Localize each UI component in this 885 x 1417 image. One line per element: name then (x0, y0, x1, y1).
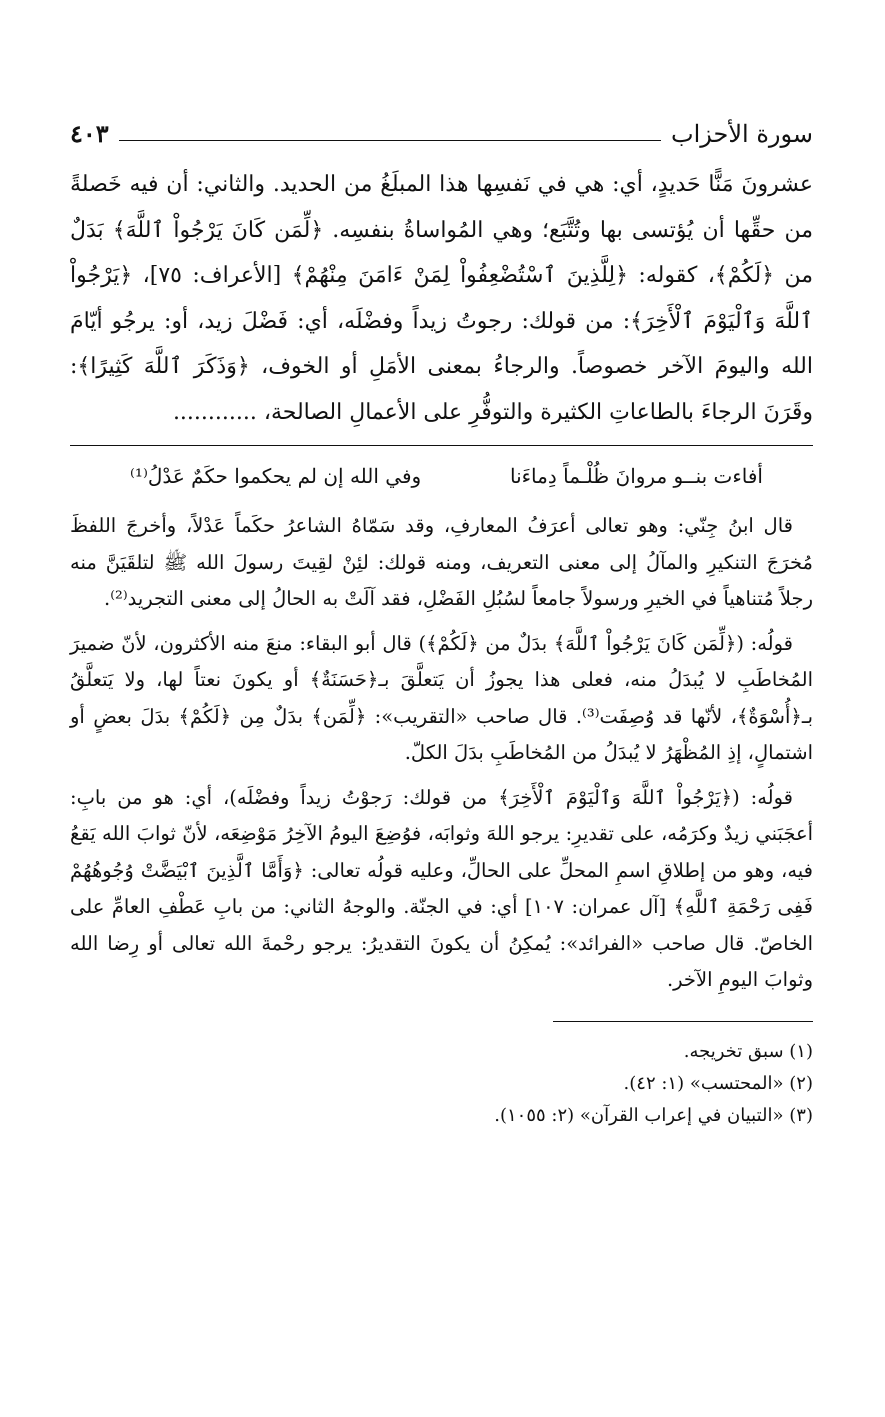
commentary-paragraph: قولُه: (﴿لِّمَن كَانَ يَرْجُواْ ٱللَّهَ﴾ بدَلٌ من ﴿لَكُمْ﴾) قال أبو البقاء: منعَ منه الأكثرون، لأنّ ضميرَ المُخاطَبِ لا يُبدَلُ منه، فعلى هذا يجوزُ أن يَتعلَّقَ بـ﴿حَسَنَةٌ﴾ أو يكونَ نعتاً لها، ولا يَتعلَّقُ بـ﴿أُسْوَةٌ﴾، لأنّها قد وُصِفَت⁽³⁾. قال صاحب «التقريب»: ﴿لِّمَن﴾ بدَلٌ مِن ﴿لَكُمْ﴾ بدَلَ بعضٍ أو اشتمالٍ، إذِ المُظْهَرُ لا يُبدَلُ من المُخاطَبِ بدَلَ الكلّ. (70, 631, 813, 764)
poetry-verse (70, 458, 813, 494)
main-paragraph: عشرونَ مَنًّا حَديدٍ، أي: هي في نَفسِها هذا المبلَغُ من الحديد. والثاني: أن فيه خَصلةً من حقِّها أن يُؤتسى بها وتُتَّبَع؛ وهي المُواساةُ بنفسِه. ﴿لِّمَن كَانَ يَرْجُواْ ٱللَّهَ﴾ بَدَلٌ من ﴿لَكُمْ﴾، كقوله: ﴿لِلَّذِينَ ٱسْتُضْعِفُواْ لِمَنْ ءَامَنَ مِنْهُمْ﴾ [الأعراف: ٧٥]، ﴿يَرْجُواْ ٱللَّهَ وَٱلْيَوْمَ ٱلْأَخِرَ﴾: من قولك: رجوتُ زيداً وفضْلَه، أي: فَضْلَ زيد، أو: يرجُو أيّامَ الله واليومَ الآخر خصوصاً. والرجاءُ بمعنى الأمَلِ أو الخوف، ﴿وَذَكَرَ ٱللَّهَ كَثِيرًا﴾: وقَرَنَ الرجاءَ بالطاعاتِ الكثيرة والتوفُّرِ على الأعمالِ الصالحة، ............ (70, 172, 814, 425)
page-number: ٤٠٣ (70, 119, 109, 148)
footnote-rule (553, 1021, 813, 1022)
verse-second-hemistich: وفي الله إن لم يحكموا حكَمٌ عَدْلُ⁽¹⁾ (130, 464, 422, 488)
footnotes (70, 1036, 813, 1132)
footnote: (٣) «التبيان في إعراب القرآن» (٢: ١٠٥٥). (494, 1104, 813, 1126)
verse-first-hemistich: أفاءت بنــو مروانَ ظُلْـماً دِماءَنا (509, 464, 763, 488)
footnote: (١) سبق تخريجه. (683, 1040, 813, 1062)
commentary-block (70, 508, 813, 999)
header-rule (119, 140, 661, 141)
commentary-paragraph: قال ابنُ جِنّي: وهو تعالى أعرَفُ المعارفِ، وقد سَمّاهُ الشاعرُ حكَماً عَدْلاً، وأخرجَ اللفظَ مُخرَجَ التنكيرِ والمآلُ إلى معنى التعريف، ومنه قولك: لئِنْ لقِيتَ رسولَ الله ﷺ لتلقَيَنَّ منه رجلاً مُتناهياً في الخيرِ ورسولاً جامعاً لسُبُلِ الفَضْلِ، فقد آلَتْ به الحالُ إلى معنى التجريد⁽²⁾. (70, 514, 813, 610)
surah-title: سورة الأحزاب (671, 120, 813, 148)
main-text-block (70, 162, 813, 435)
page-header (70, 118, 813, 148)
section-divider (70, 445, 813, 446)
commentary-paragraph: قولُه: (﴿يَرْجُواْ ٱللَّهَ وَٱلْيَوْمَ ٱلْأَخِرَ﴾ من قولك: رَجوْتُ زيداً وفضْلَه)، أي: هو من بابِ: أعجَبَني زيدٌ وكرَمُه، على تقديرِ: يرجو اللهَ وثوابَه، فوُضِعَ اليومُ الآخِرُ مَوْضِعَه، لأنّ ثوابَ الله يَقعُ فيه، وهو من إطلاقِ اسمِ المحلِّ على الحالِّ، وعليه قولُه تعالى: ﴿وَأَمَّا ٱلَّذِينَ ٱبْيَضَّتْ وُجُوهُهُمْ فَفِى رَحْمَةِ ٱللَّهِ﴾ [آل عمران: ١٠٧] أي: في الجنّة. والوجهُ الثاني: من بابِ عَطْفِ العامِّ على الخاصّ. قال صاحب «الفرائد»: يُمكِنُ أن يكونَ التقديرُ: يرجو رحْمةَ الله تعالى أو رِضا الله وثوابَ اليومِ الآخر. (70, 785, 813, 991)
footnote: (٢) «المحتسب» (١: ٤٢). (623, 1072, 813, 1094)
